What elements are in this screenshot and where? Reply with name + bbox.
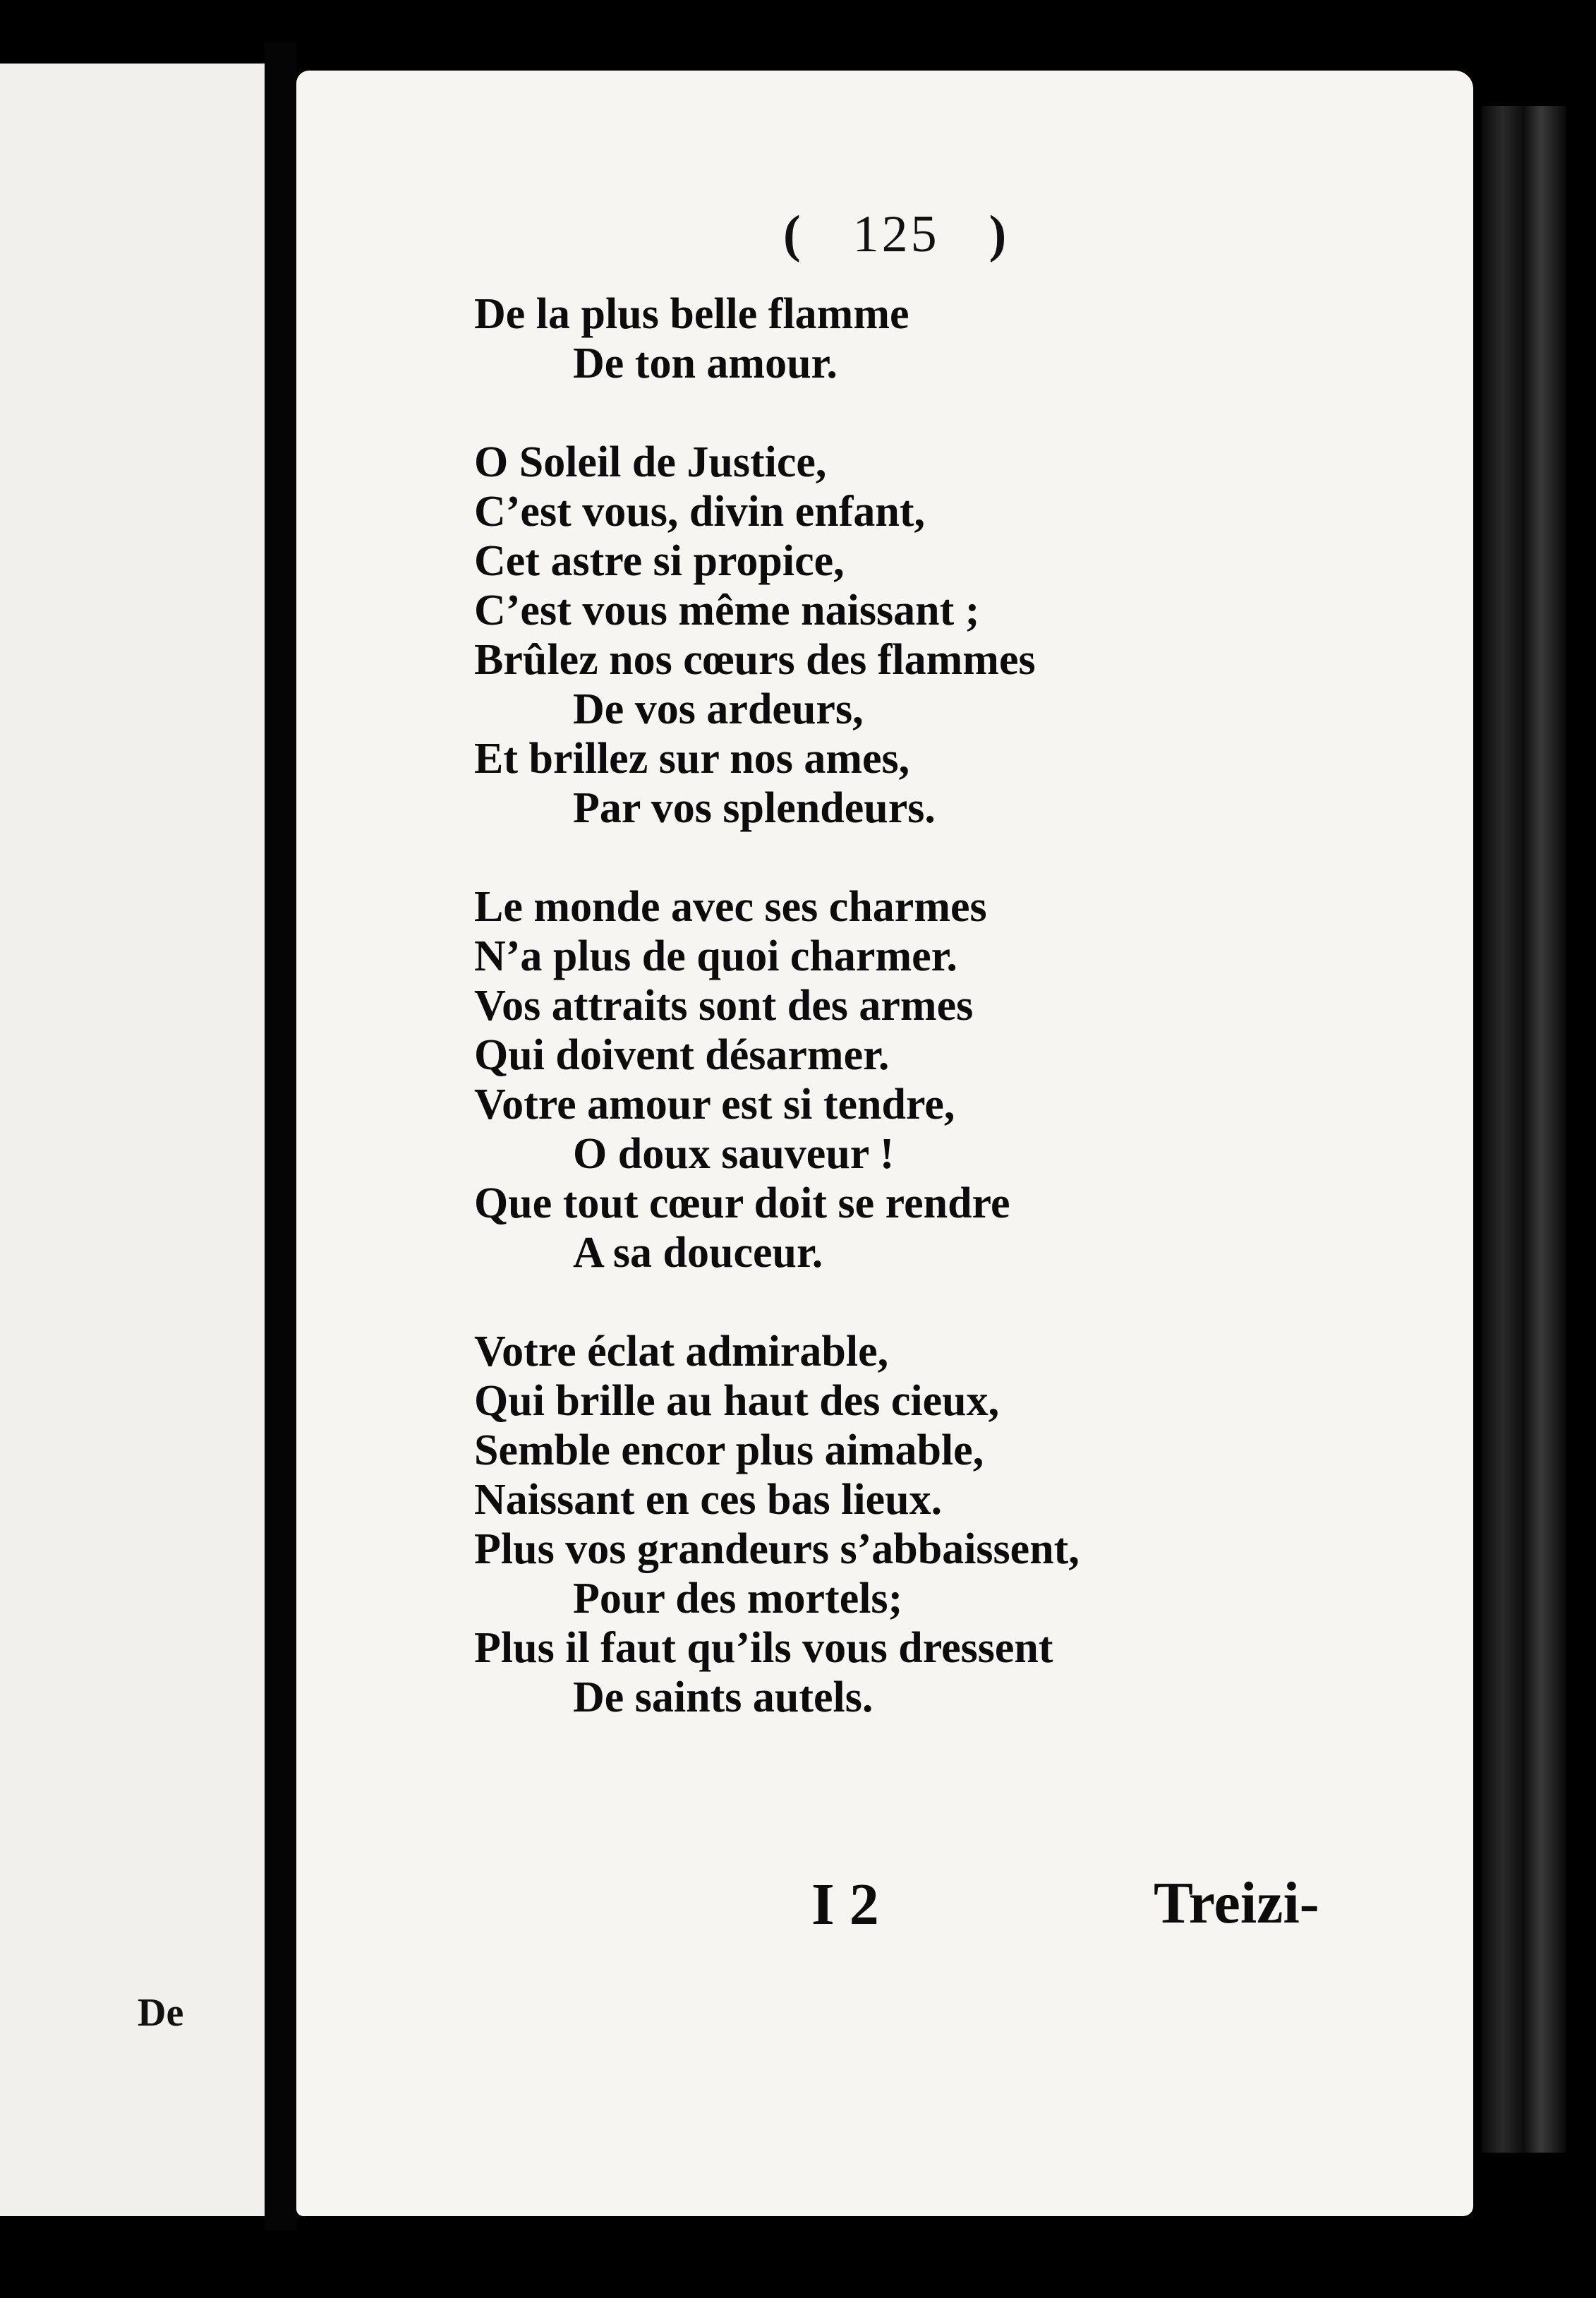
catchword: Treizi- <box>1154 1870 1319 1936</box>
header-open-brace: ( <box>783 205 804 263</box>
poem-line: A sa douceur. <box>573 1229 823 1277</box>
poem-line: De vos ardeurs, <box>573 685 864 733</box>
page-number: 125 <box>852 205 940 263</box>
stanza-gap <box>474 833 1391 882</box>
poem-line: Que tout cœur doit se rendre <box>474 1179 1010 1227</box>
book-gutter <box>265 42 296 2230</box>
poem-line: De la plus belle flamme <box>474 290 909 338</box>
poem-line: De saints autels. <box>573 1673 873 1721</box>
poem-line: De ton amour. <box>573 339 838 387</box>
previous-page-fragment <box>0 64 265 2216</box>
left-page-catchword: De <box>138 1991 184 2035</box>
poem-line: Par vos splendeurs. <box>573 784 936 832</box>
poem-line: Plus il faut qu’ils vous dressent <box>474 1624 1053 1672</box>
poem-line: Pour des mortels; <box>573 1575 903 1623</box>
page-edge-strip <box>1482 106 1566 2153</box>
poem-line: O Soleil de Justice, <box>474 438 827 486</box>
poem-line: Vos attraits sont des armes <box>474 982 974 1030</box>
poem-line: Plus vos grandeurs s’abbaissent, <box>474 1525 1080 1573</box>
poem-line: Qui doivent désarmer. <box>474 1031 890 1079</box>
stanza <box>474 1327 1391 1722</box>
poem-text <box>474 289 1391 1722</box>
poem-line: N’a plus de quoi charmer. <box>474 932 957 980</box>
stanza <box>474 289 1391 388</box>
poem-line: Naissant en ces bas lieux. <box>474 1476 943 1524</box>
poem-line: C’est vous, divin enfant, <box>474 488 926 536</box>
poem-line: Brûlez nos cœurs des flammes <box>474 636 1036 684</box>
stanza-gap <box>474 388 1391 438</box>
poem-line: Semble encor plus aimable, <box>474 1426 984 1474</box>
poem-line: Cet astre si propice, <box>474 537 845 585</box>
poem-line: Qui brille au haut des cieux, <box>474 1377 1000 1425</box>
stanza <box>474 882 1391 1277</box>
poem-line: Le monde avec ses charmes <box>474 883 987 931</box>
stanza <box>474 438 1391 833</box>
poem-line: Et brillez sur nos ames, <box>474 735 910 783</box>
stanza-gap <box>474 1277 1391 1327</box>
poem-line: O doux sauveur ! <box>573 1130 895 1178</box>
poem-line: Votre éclat admirable, <box>474 1328 889 1376</box>
poem-line: Votre amour est si tendre, <box>474 1081 955 1129</box>
poem-line: C’est vous même naissant ; <box>474 586 980 634</box>
page-number-header <box>734 205 1058 265</box>
signature-mark: I 2 <box>811 1872 879 1937</box>
header-close-brace: ) <box>989 205 1010 263</box>
